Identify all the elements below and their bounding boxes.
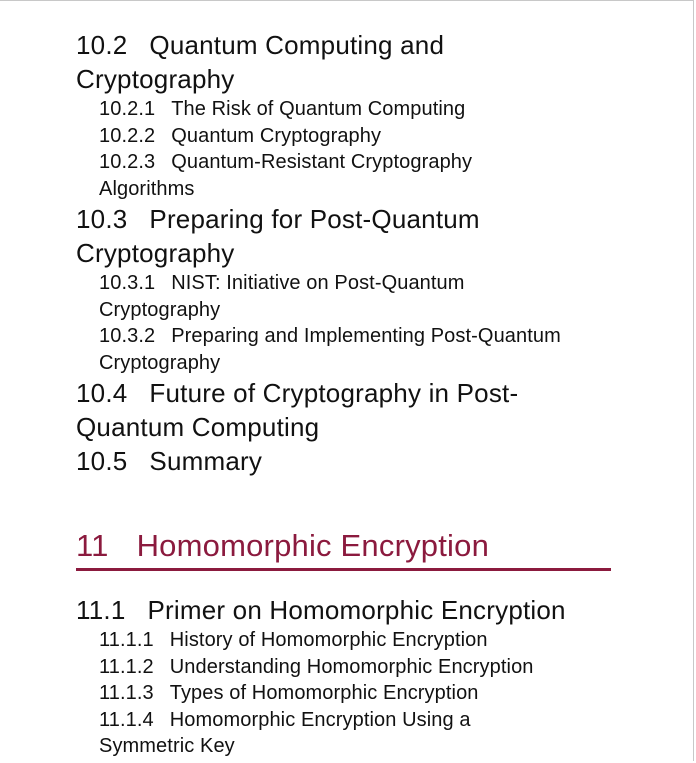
toc-entry-11-1-1[interactable] bbox=[99, 627, 636, 654]
chapter-title: Homomorphic Encryption bbox=[136, 528, 490, 563]
section-title: Preparing for Post-Quantum bbox=[149, 204, 480, 234]
section-title-continued: Cryptography bbox=[76, 64, 235, 94]
chapter-number: 11 bbox=[76, 528, 109, 563]
toc-entry-10-2-2[interactable] bbox=[99, 123, 636, 150]
toc-entry-10-2[interactable] bbox=[76, 28, 636, 96]
toc-chapter-11[interactable] bbox=[76, 526, 611, 571]
toc-entry-10-2-3[interactable] bbox=[99, 149, 636, 202]
section-title: Summary bbox=[149, 446, 263, 476]
toc-entry-11-1-2[interactable] bbox=[99, 654, 636, 681]
section-number: 10.5 bbox=[76, 446, 128, 476]
subsection-title-continued: Symmetric Key bbox=[99, 735, 235, 757]
subsection-title-continued: Cryptography bbox=[99, 298, 221, 321]
section-number: 10.4 bbox=[76, 378, 128, 408]
section-number: 11.1 bbox=[76, 595, 126, 625]
subsection-number: 11.1.2 bbox=[99, 655, 154, 678]
section-title-continued: Cryptography bbox=[76, 238, 235, 268]
subsection-title: Types of Homomorphic Encryption bbox=[169, 682, 479, 704]
table-of-contents bbox=[76, 28, 636, 760]
subsection-number: 11.1.4 bbox=[99, 708, 154, 731]
subsection-title: Understanding Homomorphic Encryption bbox=[169, 655, 534, 678]
subsection-title: Homomorphic Encryption Using a bbox=[169, 708, 471, 731]
section-title-continued: Quantum Computing bbox=[76, 412, 320, 442]
subsection-number: 11.1.3 bbox=[99, 682, 154, 704]
toc-entry-10-3-1[interactable] bbox=[99, 270, 636, 323]
subsection-number: 10.3.1 bbox=[99, 272, 156, 294]
subsection-title: Quantum-Resistant Cryptography bbox=[171, 151, 473, 173]
subsection-title: Quantum Cryptography bbox=[171, 124, 382, 147]
toc-entry-10-3-2[interactable] bbox=[99, 323, 636, 376]
toc-entry-11-1[interactable] bbox=[76, 593, 636, 627]
subsection-title-continued: Algorithms bbox=[99, 177, 195, 200]
toc-entry-11-1-4[interactable] bbox=[99, 707, 636, 760]
toc-entry-10-4[interactable] bbox=[76, 376, 636, 444]
subsection-title: Preparing and Implementing Post-Quantum bbox=[171, 325, 561, 347]
section-title: Future of Cryptography in Post- bbox=[149, 378, 519, 408]
subsection-number: 10.3.2 bbox=[99, 325, 156, 347]
subsection-title: History of Homomorphic Encryption bbox=[169, 629, 488, 651]
section-title: Quantum Computing and bbox=[149, 30, 445, 60]
section-title: Primer on Homomorphic Encryption bbox=[147, 595, 566, 625]
toc-entry-11-1-3[interactable] bbox=[99, 680, 636, 707]
subsection-number: 10.2.1 bbox=[99, 98, 156, 120]
subsection-number: 10.2.3 bbox=[99, 151, 156, 173]
subsection-title-continued: Cryptography bbox=[99, 351, 221, 374]
subsection-number: 10.2.2 bbox=[99, 124, 156, 147]
toc-entry-10-2-1[interactable] bbox=[99, 96, 636, 123]
toc-entry-10-5[interactable] bbox=[76, 444, 636, 478]
subsection-title: NIST: Initiative on Post-Quantum bbox=[171, 272, 465, 294]
section-number: 10.2 bbox=[76, 30, 128, 60]
subsection-title: The Risk of Quantum Computing bbox=[171, 98, 466, 120]
toc-entry-10-3[interactable] bbox=[76, 202, 636, 270]
subsection-number: 11.1.1 bbox=[99, 629, 154, 651]
section-number: 10.3 bbox=[76, 204, 128, 234]
